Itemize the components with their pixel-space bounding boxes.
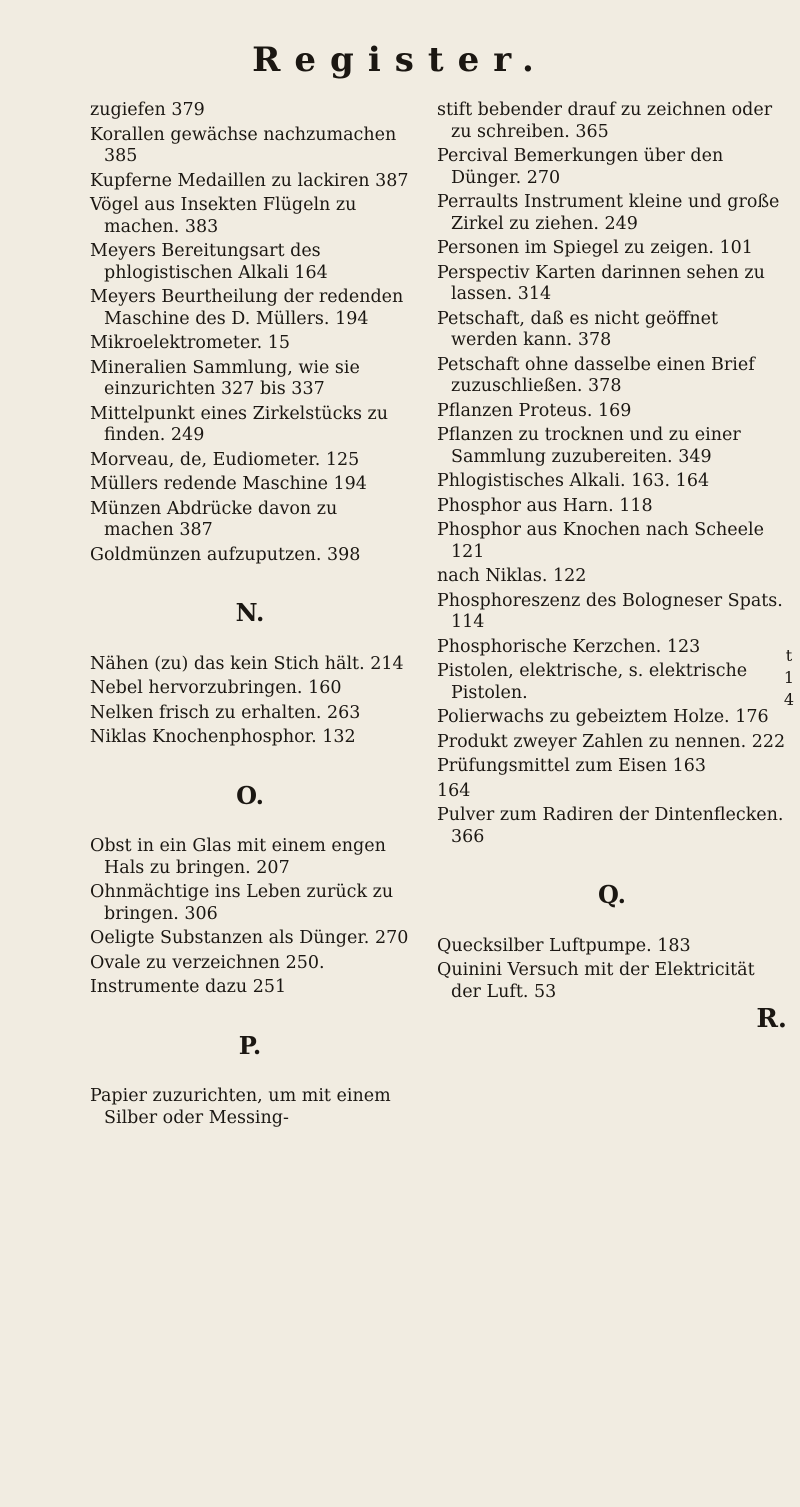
margin-mark: 4 <box>783 690 795 709</box>
margin-marks <box>782 645 796 711</box>
entry-text: Percival Bemerkungen über den Dünger. <box>437 146 724 188</box>
entry-text: Prüfungsmittel zum Eisen <box>437 756 668 776</box>
page-number: 207 <box>256 857 290 878</box>
page-header: Register. <box>252 40 548 80</box>
entry-text: Müllers redende Maschine <box>90 474 328 494</box>
index-entry <box>437 661 787 704</box>
index-entry <box>90 171 410 193</box>
page-number: 163. 164 <box>631 471 710 491</box>
entry-text: Petschaft, daß es nicht geöffnet werden kann. <box>437 308 719 350</box>
entry-text: Pulver zum Radiren der Dintenflecken. <box>437 805 784 825</box>
page-number: 379 <box>171 100 205 120</box>
index-entry <box>437 936 787 958</box>
page-number: 383 <box>184 216 219 237</box>
entry-text: nach Niklas. <box>437 566 548 586</box>
entry-text: Personen im Spiegel zu zeigen. <box>437 238 714 258</box>
index-entry <box>90 287 410 330</box>
page-number: 398 <box>327 544 361 565</box>
catchword: R. <box>756 1004 787 1034</box>
index-entry <box>90 195 410 238</box>
index-entry <box>437 960 787 1003</box>
index-entry <box>437 756 787 778</box>
entry-text: Phosphorische Kerzchen. <box>437 636 662 657</box>
entry-text: Phosphor aus Harn. <box>437 495 614 516</box>
page-number: 122 <box>553 566 587 586</box>
entry-text: Pistolen, elektrische, s. elektrische Pistolen. <box>437 661 748 703</box>
page-number: 250. <box>285 952 325 973</box>
entry-text: Polierwachs zu gebeiztem Holze. <box>437 707 730 727</box>
page-number: 194 <box>335 308 369 329</box>
page-number: 306 <box>184 903 218 924</box>
index-entry <box>437 805 787 848</box>
entry-text: Goldmünzen aufzuputzen. <box>90 544 322 565</box>
entry-text: Mineralien Sammlung, wie sie einzurichten <box>90 357 360 399</box>
index-entry <box>90 953 410 975</box>
entry-text: Nelken frisch zu erhalten. <box>90 702 322 723</box>
index-entry <box>437 520 787 563</box>
page-number: 194 <box>333 474 367 494</box>
index-entry <box>90 333 410 355</box>
index-entry <box>90 977 410 999</box>
entry-text: Nähen (zu) das kein Stich hält. <box>90 653 365 674</box>
index-entry <box>90 836 410 879</box>
index-entry <box>437 263 787 306</box>
entry-text: Vögel aus Insekten Flügeln zu machen. <box>90 195 357 237</box>
page-number: 263 <box>327 702 361 723</box>
entry-text: Perspectiv Karten darinnen sehen zu lassen. <box>437 262 765 304</box>
index-entry <box>90 727 410 749</box>
margin-mark: t <box>785 646 793 665</box>
index-entry <box>90 125 410 168</box>
index-entry <box>90 678 410 700</box>
entry-text: Meyers Beurtheilung der redenden Maschine des D. Müllers. <box>90 287 404 329</box>
margin-mark: 1 <box>783 668 795 687</box>
index-entry <box>90 241 410 284</box>
index-entry <box>90 499 410 542</box>
entry-text: Papier zuzurichten, um mit einem Silber oder Messing- <box>90 1086 391 1128</box>
page-number: 164 <box>294 262 328 283</box>
page-number: 214 <box>370 653 404 674</box>
index-entry <box>437 591 787 634</box>
entry-text: Quinini Versuch mit der Elektricität der Luft. <box>437 960 755 1002</box>
entry-text: Phosphor aus Knochen nach Scheele <box>437 520 764 540</box>
page-number: 125 <box>325 449 360 470</box>
page-number: 366 <box>451 826 485 847</box>
index-entry <box>437 192 787 235</box>
page-number: 53 <box>534 981 557 1002</box>
index-entry <box>90 654 410 676</box>
entry-text: Mikroelektrometer. <box>90 333 263 353</box>
section-letter: Q. <box>597 880 627 909</box>
page-number: 15 <box>267 333 291 353</box>
page-number: 378 <box>577 330 612 350</box>
index-entry <box>437 309 787 352</box>
page-number: 118 <box>619 495 653 516</box>
page-number: 160 <box>308 678 342 698</box>
page-number: 183 <box>657 935 691 956</box>
page-number: 251 <box>252 977 287 997</box>
index-entry <box>90 100 410 122</box>
entry-text: Münzen Abdrücke davon zu machen <box>90 498 338 540</box>
entry-text: zugiefen <box>90 100 166 120</box>
page-number: 270 <box>526 167 561 188</box>
index-entry <box>437 425 787 468</box>
page-number: 387 <box>375 170 409 191</box>
index-entry <box>437 637 787 659</box>
entry-text: Phlogistisches Alkali. <box>437 471 626 491</box>
index-entry <box>437 566 787 588</box>
page-number: 121 <box>451 541 485 562</box>
index-entry <box>437 471 787 493</box>
left-column <box>90 100 410 1132</box>
index-entry <box>437 100 787 143</box>
entry-text: Quecksilber Luftpumpe. <box>437 935 652 956</box>
index-entry <box>437 355 787 398</box>
entry-text: Nebel hervorzubringen. <box>90 678 303 698</box>
entry-text: Petschaft ohne dasselbe einen Brief zuzuschließen. <box>437 354 755 396</box>
page-number: 101 <box>719 238 753 258</box>
page-number: 385 <box>104 146 138 166</box>
page-number: 164 <box>437 780 471 801</box>
page-number: 249 <box>170 425 205 445</box>
index-entry <box>437 781 787 803</box>
entry-text: Ovale zu verzeichnen <box>90 952 280 973</box>
index-entry <box>90 928 410 950</box>
page-number: 163 <box>672 756 706 776</box>
page-number: 249 <box>604 213 638 234</box>
index-entry <box>90 545 410 567</box>
entry-text: Ohnmächtige ins Leben zurück zu bringen. <box>90 882 394 924</box>
entry-text: Niklas Knochenphosphor. <box>90 727 317 747</box>
page-number: 314 <box>517 284 552 304</box>
index-entry <box>437 496 787 518</box>
entry-text: Morveau, de, Eudiometer. <box>90 449 321 470</box>
entry-text: Oeligte Substanzen als Dünger. <box>90 928 370 948</box>
index-entry <box>90 450 410 472</box>
entry-text: Obst in ein Glas mit einem engen Hals zu bringen. <box>90 836 386 878</box>
index-entry <box>90 404 410 447</box>
entry-text: Meyers Bereitungsart des phlogistischen Alkali <box>90 241 321 283</box>
right-column <box>437 100 787 1034</box>
entry-text: Korallen gewächse nachzumachen <box>90 124 397 145</box>
page-number: 327 bis 337 <box>221 379 325 399</box>
page-number: 132 <box>322 727 356 747</box>
index-entry <box>437 401 787 423</box>
index-entry <box>437 732 787 754</box>
entry-text: Produkt zweyer Zahlen zu nennen. <box>437 731 747 752</box>
entry-text: Kupferne Medaillen zu lackiren <box>90 170 370 191</box>
index-entry <box>437 707 787 729</box>
section-letter: O. <box>236 780 264 810</box>
page-number: 270 <box>374 928 409 948</box>
page-number: 387 <box>179 520 213 540</box>
page-number: 176 <box>735 707 769 727</box>
section-letter: P. <box>238 1030 262 1060</box>
index-entry <box>437 238 787 260</box>
section-letter: N. <box>235 598 265 627</box>
page-number: 123 <box>666 636 701 657</box>
entry-text: stift bebender drauf zu zeichnen oder zu schreiben. <box>437 100 773 142</box>
page-number: 365 <box>575 121 609 142</box>
index-entry <box>90 882 410 925</box>
index-entry <box>90 474 410 496</box>
entry-text: Mittelpunkt eines Zirkelstücks zu finden. <box>90 403 389 445</box>
index-entry <box>90 358 410 401</box>
entry-text: Pflanzen Proteus. <box>437 400 593 421</box>
page-number: 378 <box>588 376 622 396</box>
entry-text: Instrumente dazu <box>90 977 248 997</box>
index-entry <box>90 1086 410 1129</box>
page-number: 169 <box>598 400 632 421</box>
page-number: 114 <box>451 612 485 632</box>
page-number: 222 <box>751 731 786 752</box>
index-entry <box>437 146 787 189</box>
page-number: 349 <box>678 446 712 467</box>
entry-text: Phosphoreszenz des Bologneser Spats. <box>437 590 783 611</box>
index-entry <box>90 703 410 725</box>
entry-text: Perraults Instrument kleine und große Zirkel zu ziehen. <box>437 192 780 234</box>
entry-text: Pflanzen zu trocknen und zu einer Sammlung zuzubereiten. <box>437 425 741 467</box>
